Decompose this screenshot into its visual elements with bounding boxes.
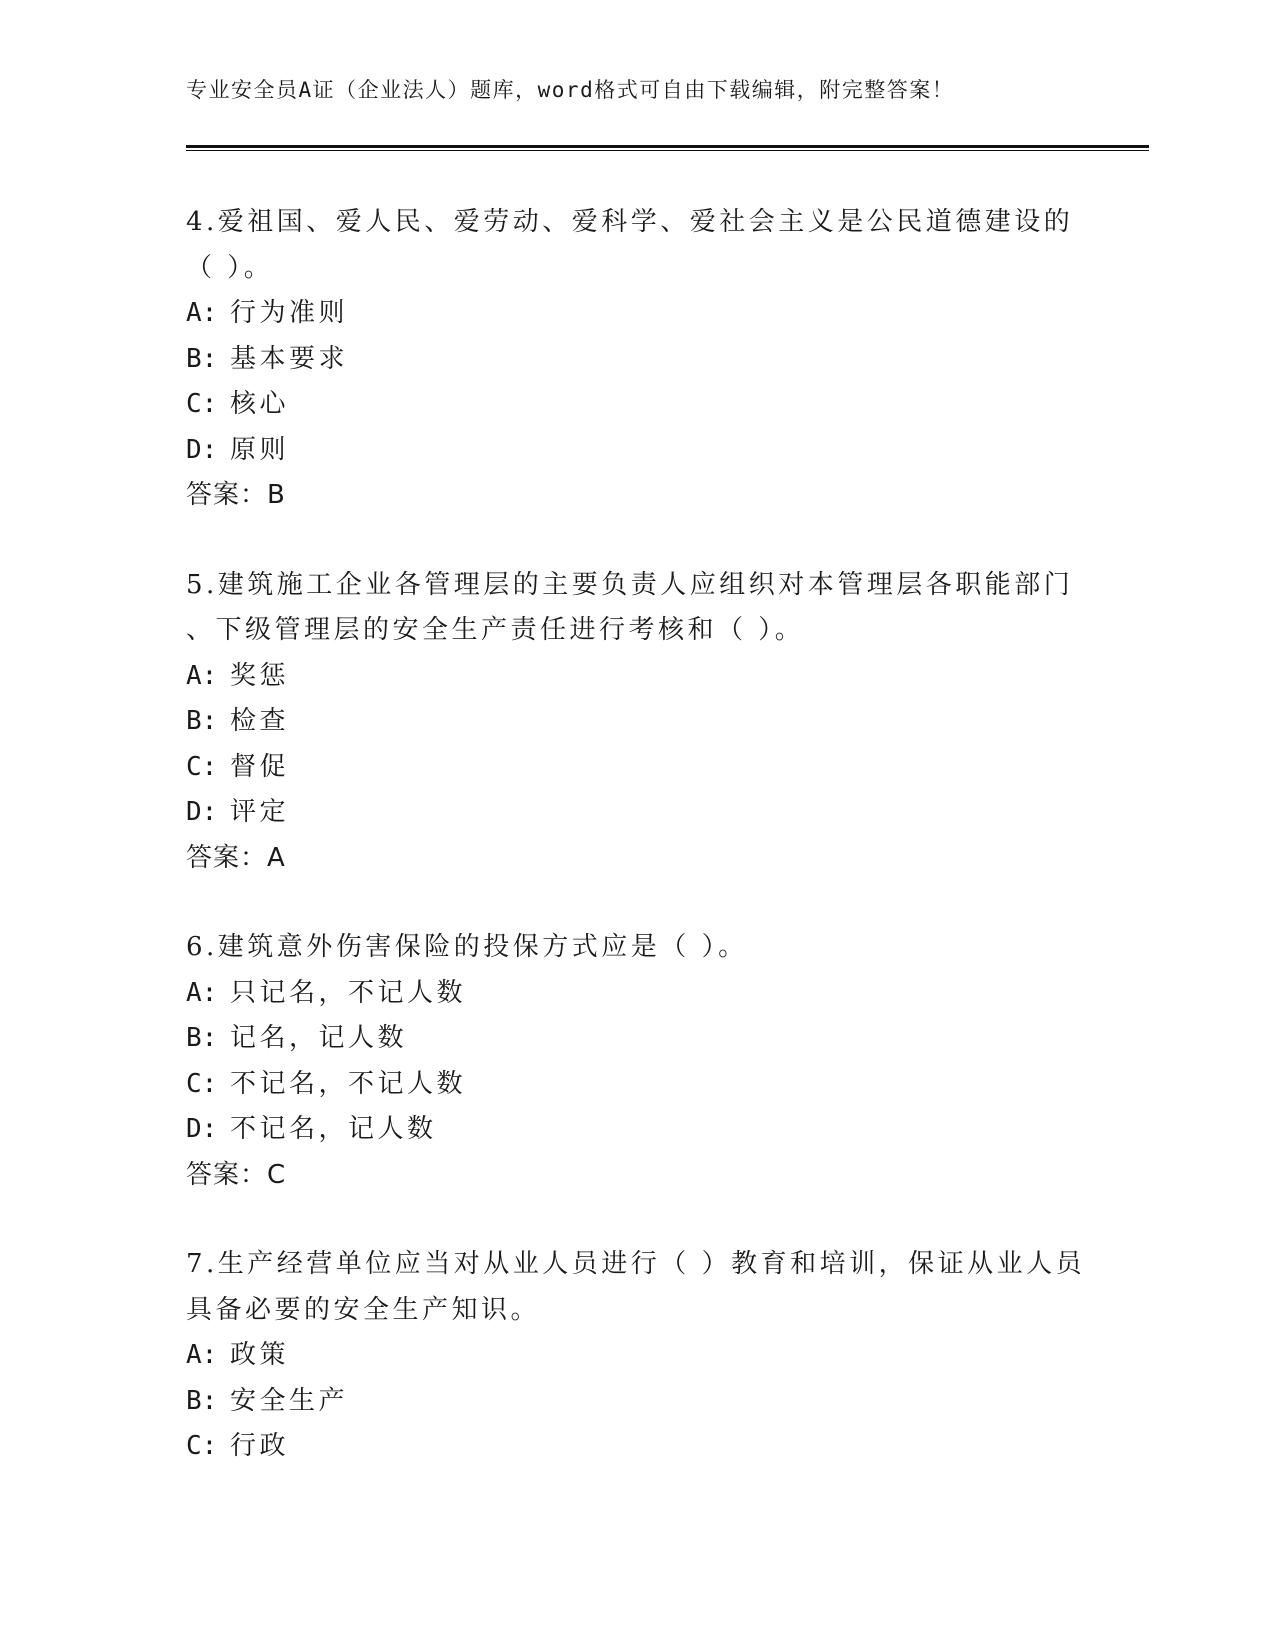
option-a [186, 1333, 1086, 1379]
option-text: 行政 [230, 1431, 290, 1461]
option-d [186, 790, 1086, 836]
option-letter: D: [186, 1114, 218, 1144]
option-b [186, 699, 1086, 745]
question-text-line: （ ）。 [186, 252, 274, 283]
option-letter: C: [186, 389, 218, 419]
answer-line: 答案：A [186, 842, 286, 873]
option-b [186, 337, 1086, 383]
option-c [186, 382, 1086, 428]
option-letter: C: [186, 1431, 218, 1461]
option-text: 只记名，不记人数 [230, 977, 467, 1008]
option-text: 不记名，记人数 [230, 1114, 437, 1144]
question-text-line: 4.爱祖国、爱人民、爱劳动、爱科学、爱社会主义是公民道德建设的 [186, 207, 1074, 237]
option-text: 记名，记人数 [230, 1023, 408, 1053]
option-letter: A: [186, 660, 218, 691]
option-d [186, 1107, 1086, 1153]
answer-line: 答案：B [186, 480, 286, 510]
option-text: 督促 [230, 751, 290, 782]
option-text: 不记名，不记人数 [230, 1068, 467, 1099]
option-text: 原则 [230, 434, 290, 465]
option-c [186, 1062, 1086, 1108]
question-item [186, 200, 1086, 519]
option-letter: C: [186, 751, 218, 782]
option-letter: C: [186, 1068, 218, 1099]
option-a [186, 291, 1086, 337]
question-list [186, 200, 1086, 1514]
option-letter: B: [186, 1385, 218, 1416]
question-text-line: 7.生产经营单位应当对从业人员进行（ ）教育和培训，保证从业人员 [186, 1249, 1086, 1279]
option-letter: A: [186, 977, 218, 1008]
option-letter: B: [186, 1023, 218, 1053]
option-text: 核心 [230, 389, 290, 419]
option-text: 基本要求 [230, 343, 349, 374]
page-header-title: 专业安全员A证（企业法人）题库，word格式可自由下载编辑，附完整答案！ [186, 78, 955, 102]
question-text-line: 具备必要的安全生产知识。 [186, 1294, 541, 1325]
option-text: 行为准则 [230, 298, 349, 328]
option-d [186, 428, 1086, 474]
header-rule-thick [186, 145, 1149, 148]
option-c [186, 1424, 1086, 1470]
option-b [186, 1379, 1086, 1425]
question-item [186, 563, 1086, 882]
question-text-line: 、下级管理层的安全生产责任进行考核和（ ）。 [186, 615, 805, 645]
option-text: 政策 [230, 1340, 290, 1370]
option-letter: B: [186, 706, 218, 736]
question-item [186, 1242, 1086, 1470]
option-letter: A: [186, 298, 218, 328]
header-rule-thin [186, 150, 1149, 151]
option-b [186, 1016, 1086, 1062]
option-a [186, 971, 1086, 1017]
option-text: 奖惩 [230, 660, 290, 691]
option-text: 检查 [230, 706, 290, 736]
option-letter: A: [186, 1340, 218, 1370]
option-c [186, 745, 1086, 791]
question-text-line: 5.建筑施工企业各管理层的主要负责人应组织对本管理层各职能部门 [186, 569, 1074, 600]
option-a [186, 654, 1086, 700]
question-item [186, 925, 1086, 1198]
answer-line: 答案：C [186, 1159, 287, 1190]
option-text: 安全生产 [230, 1385, 349, 1416]
option-text: 评定 [230, 797, 290, 827]
option-letter: D: [186, 797, 218, 827]
question-text-line: 6.建筑意外伤害保险的投保方式应是（ ）。 [186, 932, 748, 962]
option-letter: B: [186, 343, 218, 374]
option-letter: D: [186, 434, 218, 465]
